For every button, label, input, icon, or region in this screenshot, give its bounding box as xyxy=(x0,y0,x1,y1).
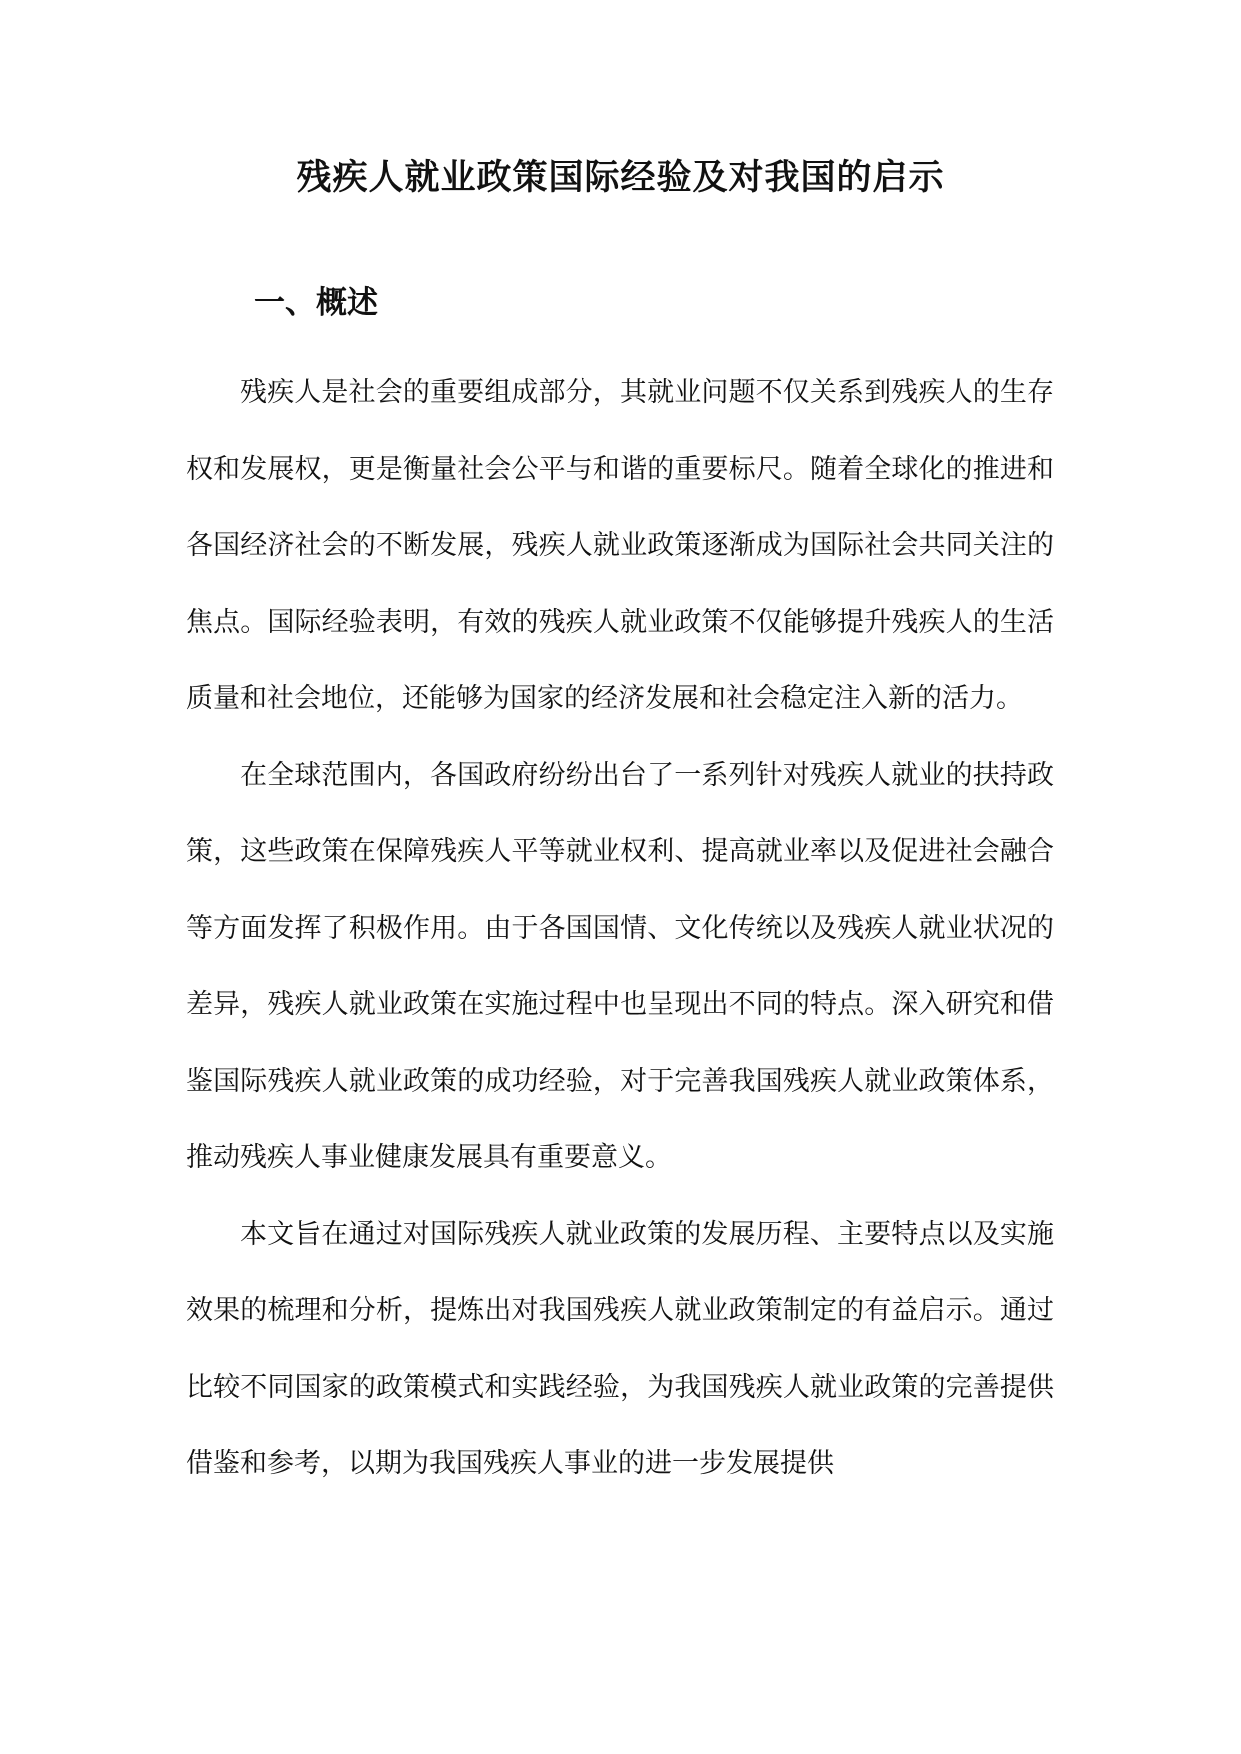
paragraph-3: 本文旨在通过对国际残疾人就业政策的发展历程、主要特点以及实施效果的梳理和分析，提炼出对我国残疾人就业政策制定的有益启示。通过比较不同国家的政策模式和实践经验，为我国残疾人就业政策的完善提供借鉴和参考，以期为我国残疾人事业的进一步发展提供 xyxy=(186,1218,1054,1479)
document-title: 残疾人就业政策国际经验及对我国的启示 xyxy=(296,157,945,198)
paragraph-2: 在全球范围内，各国政府纷纷出台了一系列针对残疾人就业的扶持政策，这些政策在保障残疾人平等就业权利、提高就业率以及促进社会融合等方面发挥了积极作用。由于各国国情、文化传统以及残疾人就业状况的差异，残疾人就业政策在实施过程中也呈现出不同的特点。深入研究和借鉴国际残疾人就业政策的成功经验，对于完善我国残疾人就业政策体系，推动残疾人事业健康发展具有重要意义。 xyxy=(186,759,1054,1173)
section-heading-overview: 一、概述 xyxy=(254,285,378,321)
section-body xyxy=(186,355,1054,1503)
paragraph-1: 残疾人是社会的重要组成部分，其就业问题不仅关系到残疾人的生存权和发展权，更是衡量社会公平与和谐的重要标尺。随着全球化的推进和各国经济社会的不断发展，残疾人就业政策逐渐成为国际社会共同关注的焦点。国际经验表明，有效的残疾人就业政策不仅能够提升残疾人的生活质量和社会地位，还能够为国家的经济发展和社会稳定注入新的活力。 xyxy=(186,377,1054,714)
